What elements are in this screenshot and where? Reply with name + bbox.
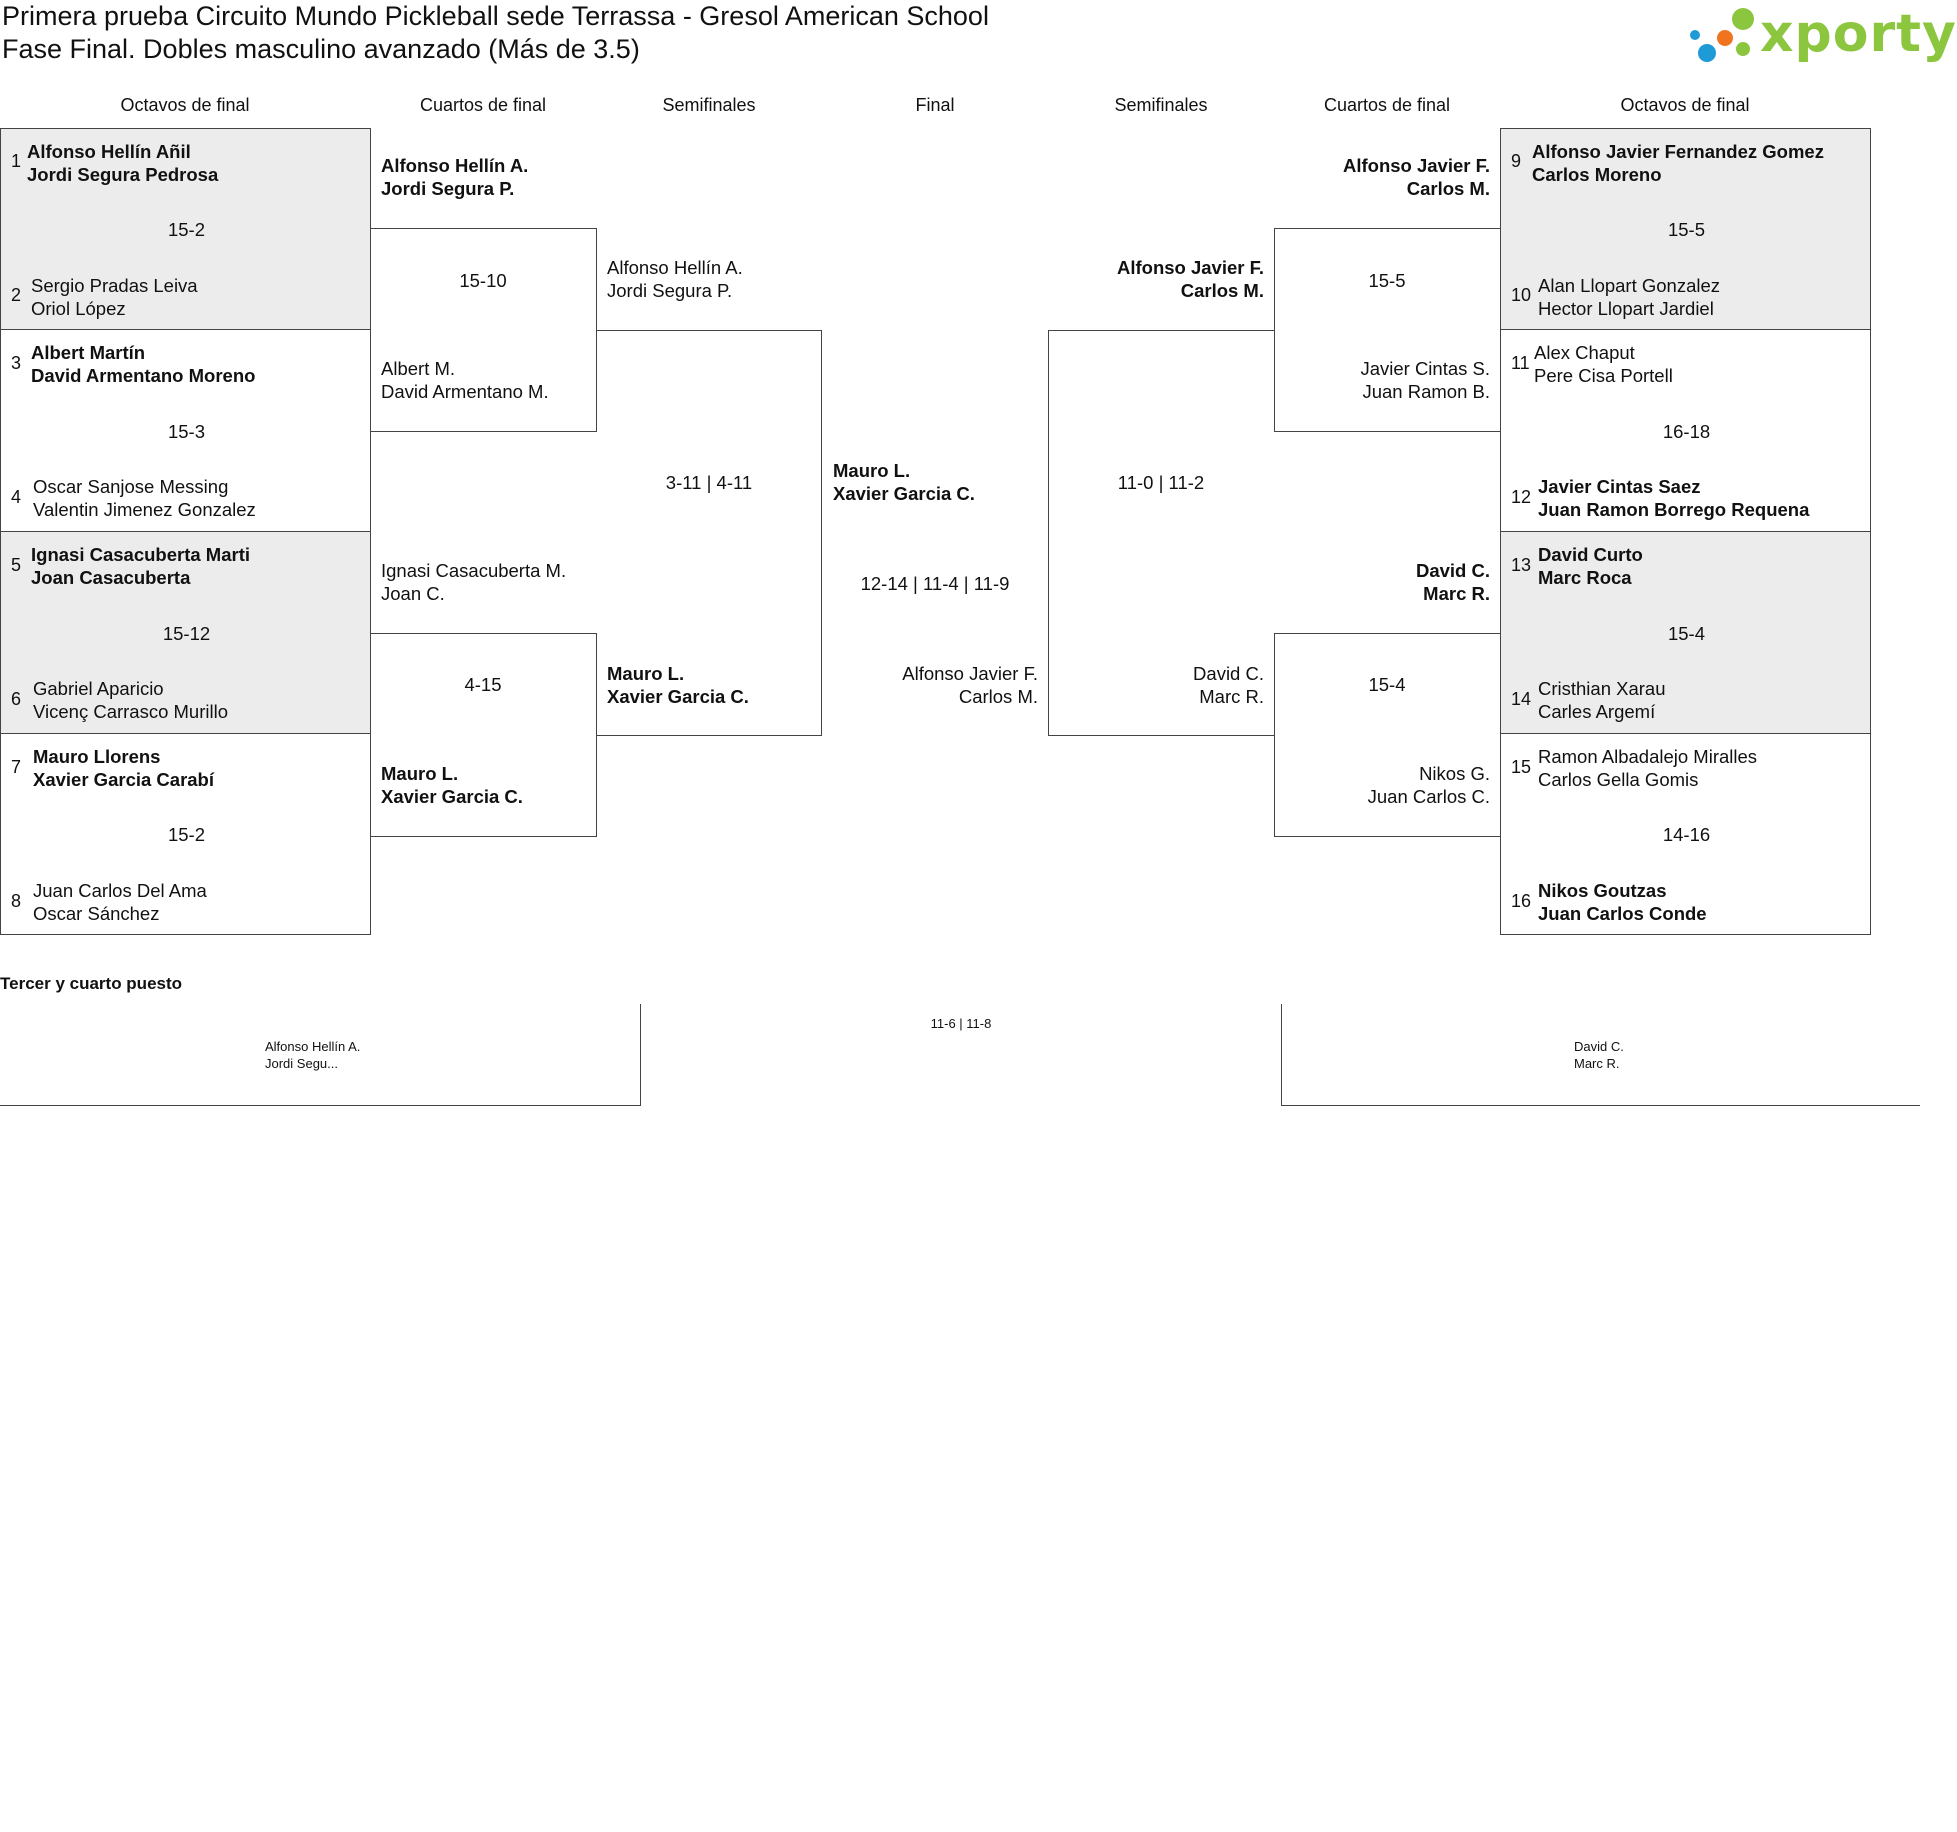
r16-right-match-3 [1500,531,1871,734]
team-player-1: Mauro L. [381,763,459,784]
team-player-1: Albert M. [381,358,456,379]
team-player-2: Joan Casacuberta [31,567,191,588]
r16-left-match-4 [0,733,371,935]
team-player-1: Alex Chaput [1534,342,1635,363]
team-player-2: Carlos Gella Gomis [1538,769,1699,790]
third-place-divider-right [1281,1004,1282,1105]
logo-dot-blue-icon [1698,44,1716,62]
round-header-qf-left: Cuartos de final [419,95,547,115]
seed-number: 9 [1511,151,1522,171]
round-header-sf-left: Semifinales [662,95,756,115]
match-score: 15-2 [167,219,206,240]
team-player-1: Alfonso Hellín A. [265,1039,361,1054]
team-player-2: Jordi Segura Pedrosa [27,164,219,185]
seed-number: 15 [1511,757,1532,777]
team-player-2: Juan Carlos C. [1367,786,1490,807]
team-player-1: Javier Cintas Saez [1538,476,1701,497]
team-player-2: Juan Ramon B. [1362,381,1490,402]
match-score: 15-12 [162,623,211,644]
team-player-2: Carles Argemí [1538,701,1656,722]
seed-number: 5 [11,555,22,575]
xporty-logo [1690,2,1957,72]
third-place-title: Tercer y cuarto puesto [0,974,183,993]
seed-number: 2 [11,285,22,305]
team-player-2: Carlos M. [958,686,1038,707]
team-player-2: Xavier Garcia Carabí [33,769,214,790]
team-player-2: Valentin Jimenez Gonzalez [33,499,256,520]
team-player-2: Hector Llopart Jardiel [1538,298,1714,319]
team-player-1: Nikos G. [1419,763,1490,784]
seed-number: 4 [11,487,22,507]
match-score: 3-11 | 4-11 [665,472,753,493]
team-player-1: David Curto [1538,544,1643,565]
team-player-2: Oriol López [31,298,126,319]
seed-number: 16 [1511,891,1532,911]
team-player-1: Cristhian Xarau [1538,678,1666,699]
team-player-1: Alfonso Javier F. [902,663,1038,684]
round-header-final: Final [915,95,955,115]
team-player-1: David C. [1574,1039,1624,1054]
team-player-2: Oscar Sánchez [33,903,160,924]
round-header-sf-right: Semifinales [1114,95,1208,115]
match-score: 15-5 [1368,270,1406,291]
team-player-2: Carlos M. [1180,280,1264,301]
third-place-baseline-left [0,1105,641,1106]
third-place-score: 11-6 | 11-8 [930,1016,992,1031]
team-player-1: Mauro L. [833,460,911,481]
team-player-1: Alfonso Hellín A. [381,155,529,176]
page-subtitle: Fase Final. Dobles masculino avanzado (Más de 3.5) [2,34,640,64]
team-player-1: Alfonso Javier F. [1116,257,1264,278]
team-player-1: David C. [1415,560,1490,581]
r16-right-match-4 [1500,733,1871,935]
logo-dot-green-icon [1732,8,1754,30]
team-player-2: Juan Ramon Borrego Requena [1538,499,1810,520]
team-player-1: Juan Carlos Del Ama [33,880,207,901]
team-player-1: Ignasi Casacuberta M. [381,560,567,581]
match-score: 4-15 [464,674,502,695]
team-player-2: Joan C. [381,583,445,604]
match-score: 16-18 [1662,421,1711,442]
team-player-1: Javier Cintas S. [1360,358,1490,379]
team-player-1: Alfonso Hellín A. [607,257,743,278]
seed-number: 13 [1511,555,1532,575]
team-player-1: Ramon Albadalejo Miralles [1538,746,1758,767]
round-header-qf-right: Cuartos de final [1323,95,1451,115]
match-score: 15-4 [1368,674,1406,695]
team-player-2: Jordi Segura P. [607,280,733,301]
team-player-2: David Armentano M. [381,381,549,402]
match-score: 15-5 [1667,219,1706,240]
team-player-1: Nikos Goutzas [1538,880,1667,901]
team-player-2: Juan Carlos Conde [1538,903,1707,924]
team-player-2: Xavier Garcia C. [833,483,975,504]
team-player-1: Alan Llopart Gonzalez [1538,275,1721,296]
team-player-2: Carlos Moreno [1532,164,1662,185]
round-header-r16-left: Octavos de final [120,95,250,115]
team-player-1: Alfonso Javier Fernandez Gomez [1532,141,1824,162]
seed-number: 1 [11,151,22,171]
logo-dot-blue-small-icon [1690,30,1700,40]
seed-number: 7 [11,757,22,777]
team-player-2: Jordi Segu... [265,1056,338,1071]
team-player-1: Sergio Pradas Leiva [31,275,198,296]
team-player-2: Carlos M. [1406,178,1490,199]
team-player-1: David C. [1193,663,1264,684]
seed-number: 3 [11,353,22,373]
team-player-1: Albert Martín [31,342,146,363]
logo-text: xporty [1760,4,1957,64]
r16-left-match-2 [0,329,371,532]
team-player-1: Mauro Llorens [33,746,161,767]
team-player-1: Gabriel Aparicio [33,678,164,699]
match-score: 14-16 [1662,824,1711,845]
final-score: 12-14 | 11-4 | 11-9 [860,573,1010,594]
team-player-1: Mauro L. [607,663,685,684]
r16-left-match-1 [0,128,371,330]
seed-number: 12 [1511,487,1532,507]
team-player-2: Marc R. [1199,686,1264,707]
team-player-1: Alfonso Hellín Añil [27,141,191,162]
match-score: 11-0 | 11-2 [1117,472,1205,493]
seed-number: 8 [11,891,22,911]
team-player-1: Ignasi Casacuberta Marti [31,544,250,565]
team-player-1: Oscar Sanjose Messing [33,476,229,497]
team-player-2: Marc Roca [1538,567,1632,588]
logo-dot-green-small-icon [1736,42,1750,56]
seed-number: 6 [11,689,22,709]
seed-number: 14 [1511,689,1532,709]
r16-left-match-3 [0,531,371,734]
round-header-r16-right: Octavos de final [1620,95,1750,115]
team-player-1: Alfonso Javier F. [1342,155,1490,176]
match-score: 15-4 [1667,623,1706,644]
match-score: 15-10 [459,270,507,291]
match-score: 15-2 [167,824,206,845]
r16-right-match-2 [1500,329,1871,532]
seed-number: 11 [1511,353,1530,373]
match-score: 15-3 [167,421,206,442]
logo-dot-orange-icon [1717,30,1733,46]
team-player-2: Xavier Garcia C. [381,786,523,807]
third-place-divider-left [640,1004,641,1105]
team-player-2: David Armentano Moreno [31,365,256,386]
team-player-2: Marc R. [1574,1056,1620,1071]
team-player-2: Marc R. [1423,583,1490,604]
team-player-2: Xavier Garcia C. [607,686,749,707]
team-player-2: Jordi Segura P. [381,178,515,199]
seed-number: 10 [1511,285,1532,305]
team-player-2: Pere Cisa Portell [1534,365,1673,386]
r16-right-match-1 [1500,128,1871,330]
page-title: Primera prueba Circuito Mundo Pickleball sede Terrassa - Gresol American School [2,1,989,31]
team-player-2: Vicenç Carrasco Murillo [33,701,228,722]
third-place-baseline-right [1281,1105,1920,1106]
